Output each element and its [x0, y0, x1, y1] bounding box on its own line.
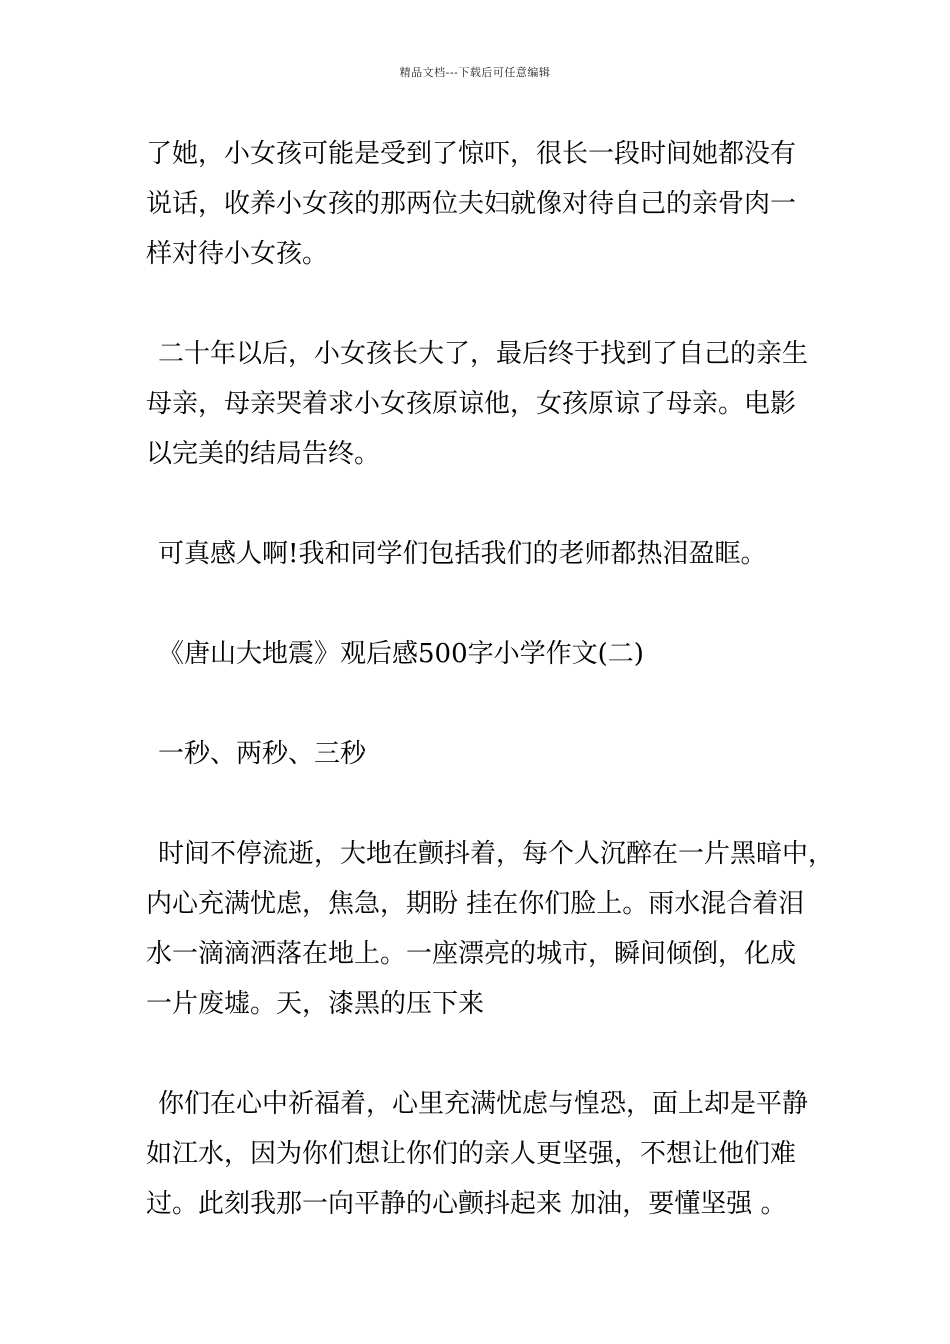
text-line: 了她，小女孩可能是受到了惊吓，很长一段时间她都没有	[146, 139, 797, 169]
text-line: 说话，收养小女孩的那两位夫妇就像对待自己的亲骨肉一	[146, 189, 797, 219]
text-line: 你们在心中祈福着，心里充满忧虑与惶恐，面上却是平静	[158, 1089, 809, 1119]
text-line: 一片废墟。天，漆黑的压下来	[146, 989, 485, 1019]
text-line: 时间不停流逝，大地在颤抖着，每个人沉醉在一片黑暗中，	[158, 839, 835, 869]
text-line: 《唐山大地震》观后感500字小学作文(二)	[158, 639, 644, 669]
text-line: 水一滴滴洒落在地上。一座漂亮的城市，瞬间倾倒，化成	[146, 939, 797, 969]
text-line: 样对待小女孩。	[146, 239, 329, 269]
paragraph	[146, 729, 826, 779]
text-line: 内心充满忧虑，焦急，期盼 挂在你们脸上。雨水混合着泪	[146, 889, 805, 919]
paragraph	[146, 1079, 826, 1229]
paragraph	[146, 829, 835, 1029]
paragraph	[146, 529, 826, 579]
text-line: 可真感人啊!我和同学们包括我们的老师都热泪盈眶。	[158, 539, 767, 569]
text-line: 二十年以后，小女孩长大了，最后终于找到了自己的亲生	[158, 339, 809, 369]
paragraph	[146, 129, 826, 279]
paragraph	[146, 329, 826, 479]
text-line: 母亲，母亲哭着求小女孩原谅他，女孩原谅了母亲。电影	[146, 389, 797, 419]
document-body	[146, 129, 835, 1279]
text-line: 以完美的结局告终。	[146, 439, 381, 469]
section-heading	[146, 629, 826, 679]
text-line: 如江水，因为你们想让你们的亲人更坚强，不想让他们难	[146, 1139, 797, 1169]
text-line: 过。此刻我那一向平静的心颤抖起来 加油，要懂坚强 。	[146, 1189, 787, 1219]
document-header: 精品文档---下载后可任意编辑	[399, 66, 551, 79]
text-line: 一秒、两秒、三秒	[158, 739, 367, 769]
